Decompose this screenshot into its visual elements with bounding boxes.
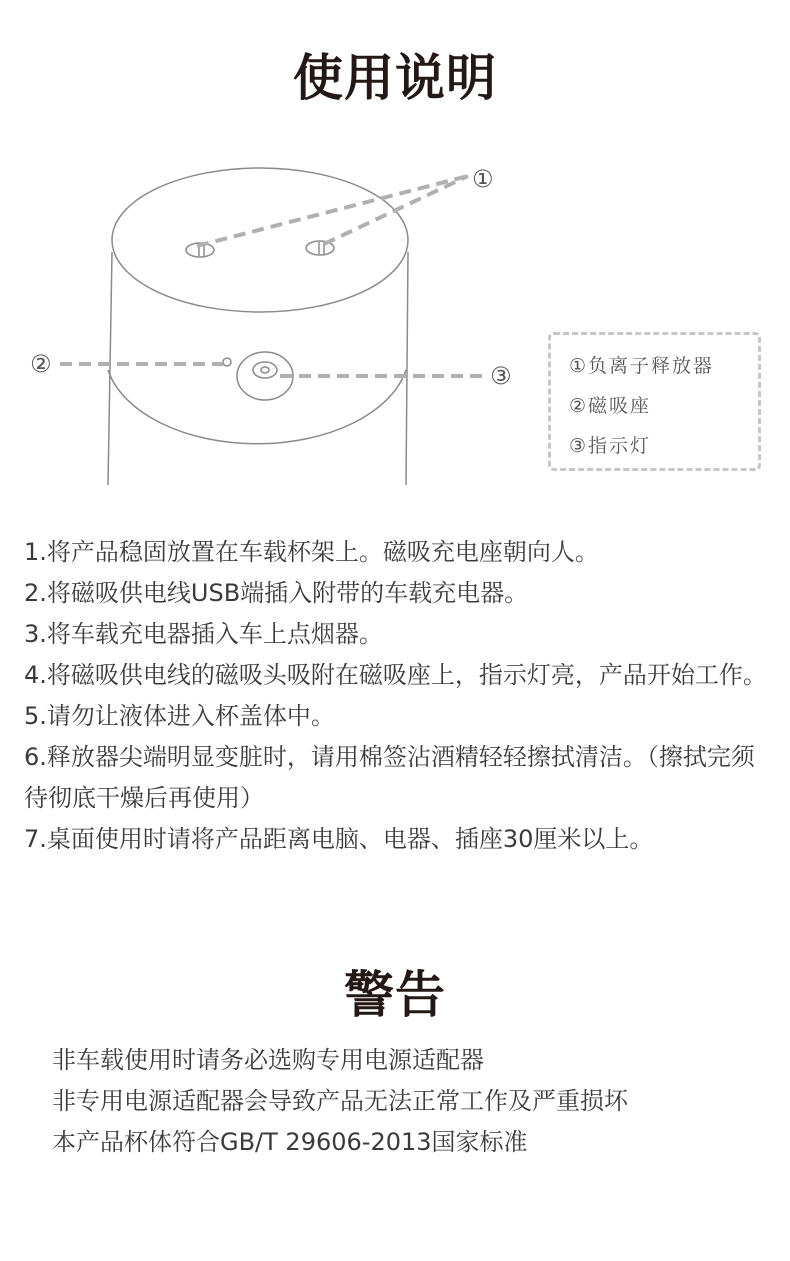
legend-item-ion-emitter: ①负离子释放器: [569, 355, 715, 377]
instruction-step-7: 7.桌面使用时请将产品距离电脑、电器、插座30厘米以上。: [24, 825, 654, 853]
cylinder-right-edge: [406, 252, 408, 485]
leader-lines: [60, 176, 488, 376]
callout-three: ③: [490, 362, 512, 390]
warning-list: [52, 1040, 772, 1163]
page-title: 使用说明: [293, 49, 497, 107]
warning-line-1: 非车载使用时请务必选购专用电源适配器: [52, 1046, 484, 1074]
leader-line-one-b: [324, 176, 468, 244]
instruction-step-6: 6.释放器尖端明显变脏时，请用棉签沾酒精轻轻擦拭清洁。（擦拭完须待彻底干燥后再使用）: [24, 743, 755, 812]
warning-line-3: 本产品杯体符合GB/T 29606-2013国家标准: [52, 1128, 528, 1156]
instruction-step-4: 4.将磁吸供电线的磁吸头吸附在磁吸座上，指示灯亮，产品开始工作。: [24, 661, 767, 689]
instruction-step-5: 5.请勿让液体进入杯盖体中。: [24, 702, 335, 730]
legend-item-magnetic-base: ②磁吸座: [569, 395, 652, 417]
instruction-step-2: 2.将磁吸供电线USB端插入附带的车载充电器。: [24, 579, 529, 607]
cylinder-illustration: [108, 168, 408, 485]
cylinder-left-edge: [108, 252, 112, 485]
indicator-light: [223, 358, 231, 366]
callout-one: ①: [472, 165, 494, 193]
instruction-list: [24, 532, 774, 860]
cylinder-top: [112, 168, 408, 312]
legend-item-indicator: ③指示灯: [569, 435, 652, 457]
warning-title: 警告: [344, 966, 446, 1024]
leader-line-one-a: [197, 176, 468, 246]
instruction-step-1: 1.将产品稳固放置在车载杯架上。磁吸充电座朝向人。: [24, 538, 599, 566]
warning-line-2: 非专用电源适配器会导致产品无法正常工作及严重损坏: [52, 1087, 628, 1115]
cylinder-band: [108, 370, 406, 444]
callout-two: ②: [30, 350, 52, 378]
legend-box: [548, 332, 761, 471]
instruction-step-3: 3.将车载充电器插入车上点烟器。: [24, 620, 383, 648]
